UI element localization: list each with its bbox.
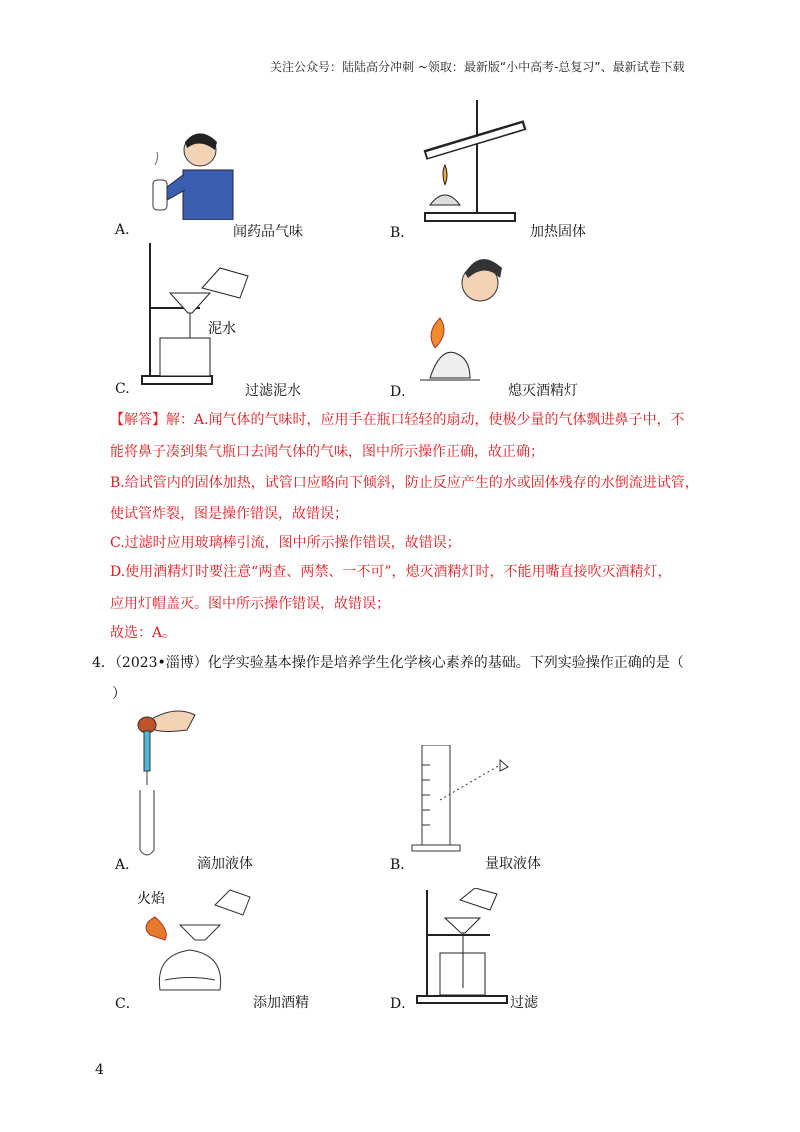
q3-option-b-caption: 加热固体 — [530, 224, 586, 240]
figure-drop-liquid — [125, 705, 205, 860]
answer-line-4: 使试管炸裂，图是操作错误，故错误； — [110, 506, 348, 522]
figure-heat-solid — [415, 95, 535, 225]
q3-option-d-caption: 熄灭酒精灯 — [508, 383, 578, 399]
q3-option-a-caption: 闻药品气味 — [233, 224, 303, 240]
answer-line-1: 【解答】解：A.闻气体的气味时，应用手在瓶口轻轻的扇动，使极少量的气体飘进鼻子中，不 — [110, 412, 685, 428]
q4-option-c-caption: 添加酒精 — [253, 995, 309, 1011]
figure-add-alcohol — [135, 885, 255, 995]
answer-line-7: 应用灯帽盖灭。图中所示操作错误，故错误； — [110, 596, 390, 612]
q3-option-a-label: A. — [115, 222, 130, 238]
q4-option-a-caption: 滴加液体 — [197, 856, 253, 872]
q4-option-d-caption: 过滤 — [510, 995, 538, 1011]
q4-option-b-caption: 量取液体 — [485, 856, 541, 872]
figure-blow-lamp — [420, 248, 520, 388]
q3-option-b-label: B． — [390, 225, 415, 241]
q4-stem: 4．（2023•淄博）化学实验基本操作是培养学生化学核心素养的基础。下列实验操作正确的是（ — [92, 655, 684, 671]
q4-option-a-label: A． — [115, 857, 140, 873]
answer-line-6: D.使用酒精灯时要注意“两查、两禁、一不可”，熄灭酒精灯时，不能用嘴直接吹灭酒精灯， — [110, 564, 672, 580]
q3-option-c-label: C. — [115, 381, 130, 397]
q4-option-b-label: B． — [390, 857, 415, 873]
q4-option-d-label: D． — [390, 996, 416, 1012]
answer-line-3: B.给试管内的固体加热，试管口应略向下倾斜，防止反应产生的水或固体残存的水倒流进试管， — [110, 475, 699, 491]
q3-option-d-label: D． — [390, 384, 416, 400]
q4-stem-close: ） — [112, 686, 126, 702]
figure-filter — [415, 888, 515, 1008]
answer-line-5: C.过滤时应用玻璃棒引流，图中所示操作错误，故错误； — [110, 535, 461, 551]
figure-filter-mud — [140, 238, 260, 388]
q4-option-c-label: C． — [115, 996, 140, 1012]
page-number: 4 — [95, 1062, 104, 1078]
answer-line-2: 能将鼻子凑到集气瓶口去闻气体的气味，图中所示操作正确，故正确； — [110, 444, 544, 460]
figure-smell-gas — [145, 120, 245, 220]
figure-measure-liquid — [410, 745, 520, 855]
answer-line-8: 故选：A。 — [110, 625, 177, 641]
page-header: 关注公众号：陆陆高分冲刺 ~领取：最新版“小中高考-总复习”、最新试卷下载 — [270, 60, 685, 74]
figure-text-flame: 火焰 — [137, 891, 165, 907]
figure-text-mud: 泥水 — [208, 321, 236, 337]
q3-option-c-caption: 过滤泥水 — [245, 383, 301, 399]
